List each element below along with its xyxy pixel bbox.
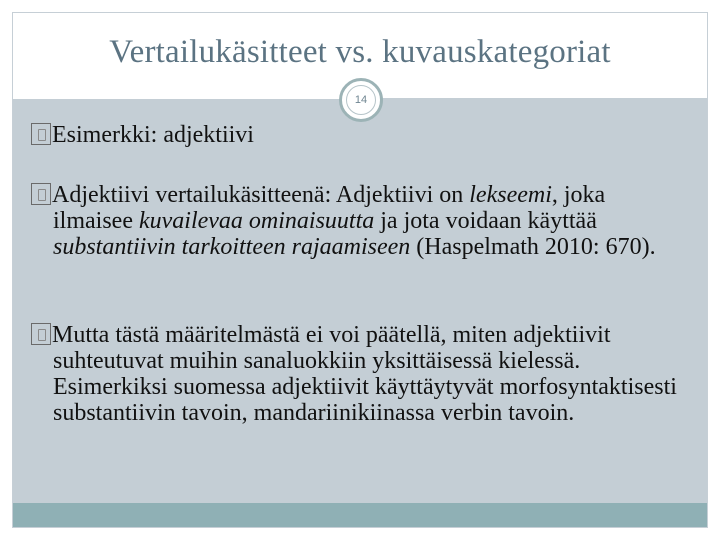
bullet-3-text: Mutta tästä määritelmästä ei voi päätellä, miten adjektiivit suhteutuvat muihin sanaluokkiin yksittäisessä kielessä. Esimerkiksi suomessa adjektiivit käyttäytyvät morfosyntaktisesti substantiivin tavoin, mandariinikiinassa verbin tavoin. [52,322,677,426]
page-number: 14 [346,85,376,115]
bullet-1 [31,122,691,148]
bullet-icon [31,123,51,145]
bullet-3 [31,322,691,426]
page-number-badge [339,78,383,122]
bullet-2-citation: (Haspelmath 2010: 670). [410,234,656,260]
bullet-icon [31,183,51,205]
footer-bar [13,503,707,527]
bullet-2-term-property: kuvailevaa ominaisuutta [138,208,375,234]
bullet-icon [31,323,51,345]
bullet-2-term-lexeme: lekseemi [469,182,552,208]
content-area [13,98,707,503]
bullet-2-text-a: Adjektiivi vertailukäsitteenä: Adjektiivi on [52,182,470,208]
slide-title: Vertailukäsitteet vs. kuvauskategoriat [109,34,611,70]
bullet-2-term-restriction: substantiivin tarkoitteen rajaamiseen [53,234,411,260]
bullet-1-text: Esimerkki: adjektiivi [52,122,254,148]
bullet-2-text-c: ja jota voidaan käyttää [374,208,597,234]
bullet-2-text-b: , joka ilmaisee [53,182,606,234]
title-divider [13,97,343,99]
bullet-2 [31,182,691,260]
